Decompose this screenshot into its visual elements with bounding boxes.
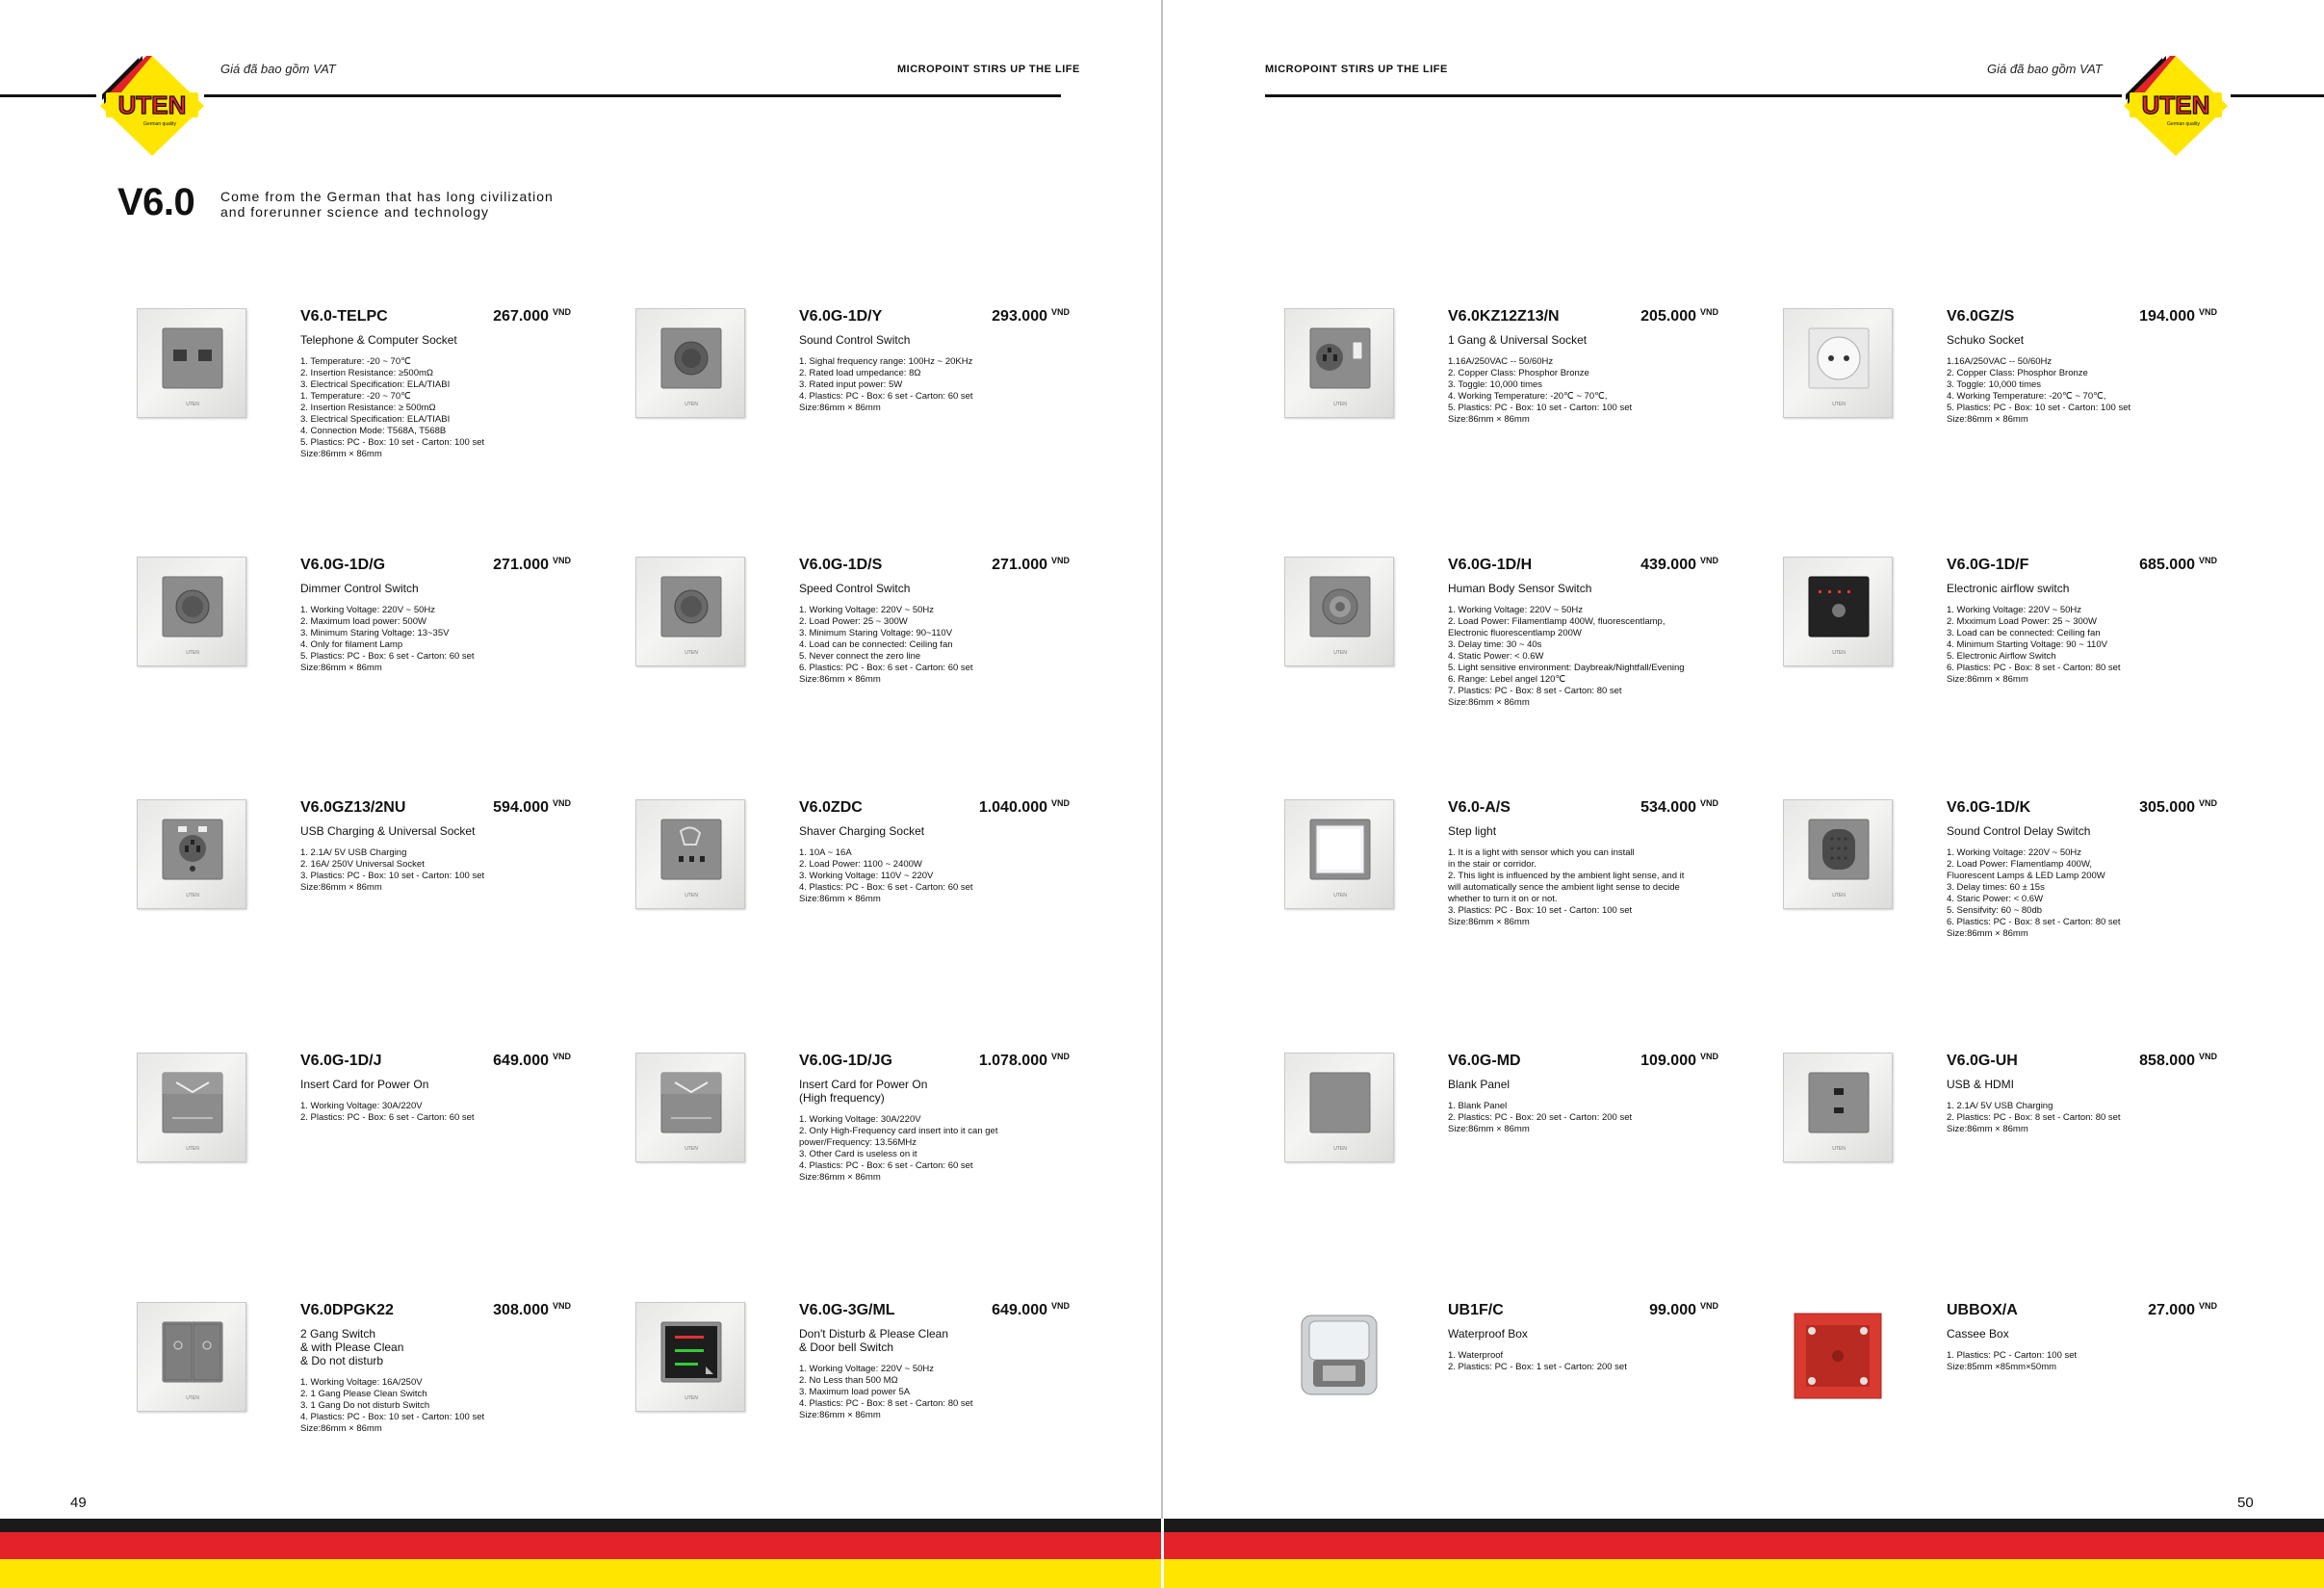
spec-line: 2. Plastics: PC - Box: 20 set - Carton: 200 set [1448,1112,1633,1123]
product-specs [799,847,1097,905]
spec-line: 5. Electronic Airflow Switch [1947,651,2056,662]
product-code: V6.0GZ/S [1947,308,2015,325]
right-page [1162,0,2324,1588]
svg-text:UTEN: UTEN [1333,893,1347,898]
currency-label: VND [2199,556,2218,565]
svg-text:German quality: German quality [143,121,176,127]
product-name: Human Body Sensor Switch [1448,582,1592,595]
svg-text:UTEN: UTEN [1333,650,1347,656]
currency-label: VND [2199,307,2218,317]
currency-label: VND [1051,556,1071,565]
product-name: Insert Card for Power On (High frequency) [799,1078,928,1105]
product-specs [1448,356,1746,426]
spec-line: 3. Maximum load power 5A [799,1387,911,1397]
product-specs [1448,1101,1746,1135]
spec-line: 3. Delay times: 60 ± 15s [1947,882,2045,893]
currency-label: VND [1700,1052,1719,1061]
product-specs [1947,356,2245,426]
svg-text:UTEN: UTEN [1333,402,1347,407]
svg-text:UTEN: UTEN [684,1395,698,1401]
spec-line: 2. 1 Gang Please Clean Switch [300,1389,427,1399]
product-code: V6.0G-UH [1947,1053,2018,1069]
step-light-plate-icon [1284,799,1394,909]
vat-note: Giá đã bao gồm VAT [220,62,336,76]
currency-label: VND [553,1052,572,1061]
product-specs [300,1377,599,1435]
product-price: 685.000 [2139,557,2195,573]
currency-label: VND [2199,1301,2218,1311]
product-specs [300,605,599,674]
product-card [137,799,599,992]
motto: MICROPOINT STIRS UP THE LIFE [1265,64,1448,75]
series-title: V6.0 [117,181,195,223]
product-price: 267.000 [493,308,549,325]
product-code: V6.0G-1D/K [1947,799,2031,816]
spec-line: 2. Insertion Resistance: ≥ 500mΩ [300,403,436,413]
spec-line: 3. Rated input power: 5W [799,379,903,390]
spec-line: 1. Temperature: -20 ~ 70℃ [300,356,411,367]
spec-line: 1. Plastics: PC - Carton: 100 set [1947,1350,2078,1361]
spec-line: 5. Plastics: PC - Box: 6 set - Carton: 60 set [300,651,475,662]
spec-line: 6. Plastics: PC - Box: 8 set - Carton: 80 set [1947,663,2121,673]
product-card [1783,1053,2245,1245]
product-card [635,557,1097,749]
currency-label: VND [1700,798,1719,808]
spec-line: 1.16A/250VAC -- 50/60Hz [1947,356,2053,367]
doorbell-display-plate-icon [635,1302,745,1412]
product-code: V6.0-A/S [1448,799,1511,816]
product-price: 27.000 [2148,1302,2195,1318]
product-card [137,1302,599,1495]
product-name: Shaver Charging Socket [799,824,925,838]
currency-label: VND [1700,307,1719,317]
product-price: 194.000 [2139,308,2195,325]
product-code: V6.0G-3G/ML [799,1302,895,1318]
spec-line: 1. Sighal frequency range: 100Hz ~ 20KHz [799,356,973,367]
spec-line: Size:86mm × 86mm [300,449,382,459]
product-card [635,1302,1097,1495]
product-name: Waterproof Box [1448,1327,1528,1341]
spec-line: 1. Waterproof [1448,1350,1504,1361]
product-price: 858.000 [2139,1053,2195,1069]
spec-line: 2. Plastics: PC - Box: 6 set - Carton: 60 set [300,1112,475,1123]
product-card [1783,799,2245,992]
spec-line: 2. Copper Class: Phosphor Bronze [1947,368,2088,378]
spec-line: 1. 2.1A/ 5V USB Charging [1947,1101,2053,1111]
spec-line: 5. Never connect the zero line [799,651,921,662]
product-price: 109.000 [1640,1053,1696,1069]
product-name: Sound Control Delay Switch [1947,824,2091,838]
product-code: V6.0G-1D/F [1947,557,2029,573]
product-card [635,308,1097,501]
product-price: 271.000 [992,557,1047,573]
clean-disturb-switch-plate-icon [137,1302,246,1412]
spec-line: 2. Maximum load power: 500W [300,616,426,627]
currency-label: VND [553,307,572,317]
product-price: 1.078.000 [978,1053,1047,1069]
product-code: V6.0-TELPC [300,308,388,325]
product-code: V6.0G-1D/G [300,557,386,573]
currency-label: VND [2199,1052,2218,1061]
spec-line: 4. Plastics: PC - Box: 8 set - Carton: 80 set [799,1398,973,1409]
product-code: V6.0G-1D/S [799,557,883,573]
spec-line: Size:86mm × 86mm [799,894,881,904]
spec-line: Size:86mm × 86mm [1448,1124,1530,1134]
spec-line: 6. Plastics: PC - Box: 6 set - Carton: 60 set [799,663,973,673]
product-card [635,1053,1097,1245]
spec-line: 5. Plastics: PC - Box: 10 set - Carton: 100 set [1947,403,2131,413]
product-code: V6.0G-1D/JG [799,1053,892,1069]
product-card [137,1053,599,1245]
svg-text:UTEN: UTEN [1832,1146,1846,1152]
currency-label: VND [1051,1052,1071,1061]
product-name: Cassee Box [1947,1327,2009,1341]
spec-line: 1. 2.1A/ 5V USB Charging [300,847,407,858]
svg-text:UTEN: UTEN [1333,1146,1347,1152]
spec-line: 5. Light sensitive environment: Daybreak/Nightfall/Evening [1448,663,1685,673]
product-name: USB Charging & Universal Socket [300,824,476,838]
svg-text:German quality: German quality [2167,121,2200,127]
spec-line: 4. Plastics: PC - Box: 6 set - Carton: 60 set [799,1160,973,1171]
sound-delay-switch-plate-icon [1783,799,1893,909]
currency-label: VND [1051,1301,1071,1311]
product-price: 271.000 [493,557,549,573]
svg-text:UTEN: UTEN [684,893,698,898]
spec-line: 1. 10A ~ 16A [799,847,852,858]
spec-line: 3. Electrical Specification: ELA/TIABI [300,379,451,390]
product-specs [1448,847,1746,928]
spec-line: 3. Delay time: 30 ~ 40s [1448,639,1542,650]
spec-line: 4. Plastics: PC - Box: 6 set - Carton: 60 set [799,391,973,402]
body-sensor-plate-icon [1284,557,1394,666]
currency-label: VND [1700,556,1719,565]
spec-line: Size:86mm × 86mm [799,674,881,685]
spec-line: 3. Minimum Staring Voltage: 90~110V [799,628,953,638]
product-price: 1.040.000 [978,799,1047,816]
product-specs [799,1364,1097,1421]
spec-line: Size:86mm × 86mm [1448,697,1530,708]
spec-line: Size:86mm × 86mm [1947,1124,2028,1134]
spec-line: 4. Working Temperature: -20℃ ~ 70℃, [1448,391,1608,402]
spec-line: 3. Load can be connected: Ceiling fan [1947,628,2101,638]
series-tagline: Come from the German that has long civilization and forerunner science and technology [220,189,554,220]
product-name: Blank Panel [1448,1078,1511,1091]
spec-line: 2. Mxximum Load Power: 25 ~ 300W [1947,616,2098,627]
spec-line: Size:85mm ×85mm×50mm [1947,1362,2057,1372]
product-name: 1 Gang & Universal Socket [1448,333,1588,347]
svg-text:UTEN: UTEN [186,650,199,656]
spec-line: 2. Rated load umpedance: 8Ω [799,368,921,378]
spec-line: Size:86mm × 86mm [1947,414,2028,425]
product-card [137,557,599,749]
page-number: 49 [70,1495,87,1511]
spec-line: 7. Plastics: PC - Box: 8 set - Carton: 80 set [1448,686,1622,696]
product-price: 308.000 [493,1302,549,1318]
spec-line: 3. Toggle: 10,000 times [1448,379,1543,390]
spec-line: 5. Plastics: PC - Box: 10 set - Carton: 100 set [300,437,485,448]
schuko-socket-plate-icon [1783,308,1893,418]
product-card [137,308,599,501]
product-name: Electronic airflow switch [1947,582,2070,595]
spec-line: Size:86mm × 86mm [300,1423,382,1434]
product-price: 293.000 [992,308,1047,325]
product-specs [1947,1101,2245,1135]
product-code: V6.0G-MD [1448,1053,1521,1069]
usb-hdmi-plate-icon [1783,1053,1893,1162]
spec-line: 2. No Less than 500 MΩ [799,1375,898,1386]
product-name: 2 Gang Switch & with Please Clean & Do not disturb [300,1327,404,1367]
product-name: USB & HDMI [1947,1078,2015,1091]
product-name: Step light [1448,824,1497,838]
gang-universal-socket-plate-icon [1284,308,1394,418]
product-specs [300,356,599,460]
spec-line: 5. Plastics: PC - Box: 10 set - Carton: 100 set [1448,403,1633,413]
currency-label: VND [553,1301,572,1311]
uten-logo [2120,50,2232,162]
product-name: Sound Control Switch [799,333,911,347]
spec-line: 1.16A/250VAC -- 50/60Hz [1448,356,1554,367]
product-code: V6.0G-1D/J [300,1053,382,1069]
spec-line: 1. Working Voltage: 30A/220V [799,1114,921,1125]
product-price: 649.000 [992,1302,1047,1318]
data-socket-plate-icon [137,308,246,418]
product-name: Telephone & Computer Socket [300,333,457,347]
svg-text:UTEN: UTEN [684,650,698,656]
product-code: UB1F/C [1448,1302,1504,1318]
spec-line: Size:86mm × 86mm [1448,917,1530,927]
spec-line: 3. 1 Gang Do not disturb Switch [300,1400,430,1411]
spec-line: 3. Toggle: 10,000 times [1947,379,2042,390]
spec-line: Size:86mm × 86mm [799,403,881,413]
speed-knob-plate-icon [635,557,745,666]
product-specs [799,356,1097,414]
product-price: 649.000 [493,1053,549,1069]
vat-note: Giá đã bao gồm VAT [1987,62,2103,76]
svg-text:UTEN: UTEN [684,402,698,407]
uten-logo [96,50,208,162]
svg-text:UTEN: UTEN [186,893,199,898]
product-specs [1947,605,2245,686]
product-name: Don't Disturb & Please Clean & Door bell Switch [799,1327,949,1354]
spec-line: 3. Electrical Specification: ELA/TIABI [300,414,451,425]
spec-line: 1. Blank Panel [1448,1101,1508,1111]
spec-line: 3. Plastics: PC - Box: 10 set - Carton: 100 set [300,871,485,881]
currency-label: VND [1051,798,1071,808]
product-code: V6.0G-1D/Y [799,308,883,325]
header-rule-right [2231,94,2324,97]
card-switch-plate-icon [137,1053,246,1162]
spec-line: 4. Working Temperature: -20℃ ~ 70℃, [1947,391,2106,402]
svg-text:UTEN: UTEN [1832,402,1846,407]
product-card [1284,557,1746,749]
spec-line: 4. Connection Mode: T568A, T568B [300,426,447,436]
product-specs [1448,605,1746,709]
spec-line: 2. Load Power: 25 ~ 300W [799,616,908,627]
svg-text:UTEN: UTEN [186,1146,199,1152]
page-number: 50 [2237,1495,2254,1511]
product-price: 205.000 [1640,308,1696,325]
spec-line: 2. Load Power: Flamentlamp 400W, Fluorescent Lamps & LED Lamp 200W [1947,859,2105,881]
product-code: V6.0G-1D/H [1448,557,1533,573]
spec-line: Size:86mm × 86mm [1947,928,2028,939]
header-rule [204,94,1061,97]
product-card [1284,1053,1746,1245]
product-card [1783,557,2245,749]
product-specs [799,605,1097,686]
svg-text:UTEN: UTEN [186,402,199,407]
spec-line: 4. Staric Power: < 0.6W [1947,894,2044,904]
product-name: Insert Card for Power On [300,1078,429,1091]
spec-line: 4. Load can be connected: Ceiling fan [799,639,953,650]
product-card [1783,308,2245,501]
product-card [1783,1302,2245,1495]
spec-line: 6. Plastics: PC - Box: 8 set - Carton: 80 set [1947,917,2121,927]
product-specs [1947,847,2245,940]
header-rule [1265,94,2122,97]
spec-line: Size:86mm × 86mm [300,882,382,893]
product-specs [1947,1350,2245,1373]
dimmer-knob-plate-icon [137,557,246,666]
waterproof-box-icon [1284,1302,1394,1412]
currency-label: VND [1700,1301,1719,1311]
product-specs [300,847,599,894]
product-price: 439.000 [1640,557,1696,573]
spec-line: 5. Sensifvity: 60 ~ 80db [1947,905,2043,916]
currency-label: VND [1051,307,1071,317]
product-card [635,799,1097,992]
spec-line: 3. Plastics: PC - Box: 10 set - Carton: 100 set [1448,905,1633,916]
svg-text:UTEN: UTEN [684,1146,698,1152]
product-code: V6.0KZ12Z13/N [1448,308,1560,325]
product-price: 594.000 [493,799,549,816]
spec-line: 1. Working Voltage: 220V ~ 50Hz [1947,605,2082,615]
header-rule-left [0,94,96,97]
spec-line: 1. Working Voltage: 16A/250V [300,1377,423,1388]
spec-line: 4. Only for filament Lamp [300,639,403,650]
currency-label: VND [553,556,572,565]
cassee-box-icon [1783,1302,1893,1412]
product-name: Dimmer Control Switch [300,582,419,595]
spec-line: Size:86mm × 86mm [799,1172,881,1183]
product-code: V6.0DPGK22 [300,1302,394,1318]
svg-text:UTEN: UTEN [1832,893,1846,898]
spec-line: 1. Working Voltage: 220V ~ 50Hz [300,605,436,615]
product-name: Speed Control Switch [799,582,911,595]
spec-line: 1. Working Voltage: 220V ~ 50Hz [799,1364,935,1374]
product-specs [1448,1350,1746,1373]
spec-line: Size:86mm × 86mm [1947,674,2028,685]
spec-line: 2. Plastics: PC - Box: 8 set - Carton: 80 set [1947,1112,2121,1123]
spec-line: 2. Only High-Frequency card insert into it can get power/Frequency: 13.56MHz [799,1126,998,1148]
spec-line: Size:86mm × 86mm [300,663,382,673]
product-card [1284,308,1746,501]
logo-text: UTEN [2141,91,2210,119]
spec-line: 1. Working Voltage: 30A/220V [300,1101,423,1111]
spec-line: 1. Working Voltage: 220V ~ 50Hz [1947,847,2082,858]
spec-line: 3. Minimum Staring Voltage: 13~35V [300,628,450,638]
logo-text: UTEN [117,91,187,119]
spec-line: 2. Load Power: 1100 ~ 2400W [799,859,922,870]
sound-switch-plate-icon [635,308,745,418]
spec-line: 4. Static Power: < 0.6W [1448,651,1544,662]
spec-line: 2. 16A/ 250V Universal Socket [300,859,425,870]
spec-line: 2. Copper Class: Phosphor Bronze [1448,368,1589,378]
spec-line: 2. Plastics: PC - Box: 1 set - Carton: 200 set [1448,1362,1627,1372]
spec-line: 1. Working Voltage: 220V ~ 50Hz [1448,605,1584,615]
currency-label: VND [553,798,572,808]
product-code: V6.0GZ13/2NU [300,799,406,816]
blank-panel-plate-icon [1284,1053,1394,1162]
currency-label: VND [2199,798,2218,808]
motto: MICROPOINT STIRS UP THE LIFE [897,64,1080,75]
product-code: UBBOX/A [1947,1302,2018,1318]
spec-line: 2. Load Power: Filamentlamp 400W, fluorescentlamp, Electronic fluorescentlamp 200W [1448,616,1666,638]
spec-line: 2. This light is influenced by the ambient light sense, and it will automatically sence the ambient light sense to decide whether to turn it on or not. [1448,871,1685,904]
spec-line: 3. Working Voltage: 110V ~ 220V [799,871,934,881]
spec-line: 1. Temperature: -20 ~ 70℃ [300,391,411,402]
product-name: Schuko Socket [1947,333,2025,347]
product-price: 305.000 [2139,799,2195,816]
spec-line: 1. It is a light with sensor which you can install in the stair or corridor. [1448,847,1635,870]
spec-line: 6. Range: Lebel angel 120℃ [1448,674,1566,685]
product-specs [799,1114,1097,1184]
spec-line: 3. Other Card is useless on it [799,1149,917,1159]
spec-line: 1. Working Voltage: 220V ~ 50Hz [799,605,935,615]
spec-line: 4. Plastics: PC - Box: 6 set - Carton: 60 set [799,882,973,893]
product-specs [300,1101,599,1124]
shaver-socket-plate-icon [635,799,745,909]
spec-line: Size:86mm × 86mm [1448,414,1530,425]
svg-text:UTEN: UTEN [186,1395,199,1401]
spec-line: 4. Plastics: PC - Box: 10 set - Carton: 100 set [300,1412,485,1422]
card-switch-hf-plate-icon [635,1053,745,1162]
spec-line: 4. Minimum Starting Voltage: 90 ~ 110V [1947,639,2107,650]
spec-line: Size:86mm × 86mm [799,1410,881,1420]
usb-universal-socket-plate-icon [137,799,246,909]
airflow-switch-plate-icon [1783,557,1893,666]
product-card [1284,1302,1746,1495]
product-card [1284,799,1746,992]
spec-line: 2. Insertion Resistance: ≥500mΩ [300,368,433,378]
svg-text:UTEN: UTEN [1832,650,1846,656]
product-code: V6.0ZDC [799,799,863,816]
product-price: 99.000 [1649,1302,1696,1318]
product-price: 534.000 [1640,799,1696,816]
stripe-spine-gap [1161,1519,1164,1588]
